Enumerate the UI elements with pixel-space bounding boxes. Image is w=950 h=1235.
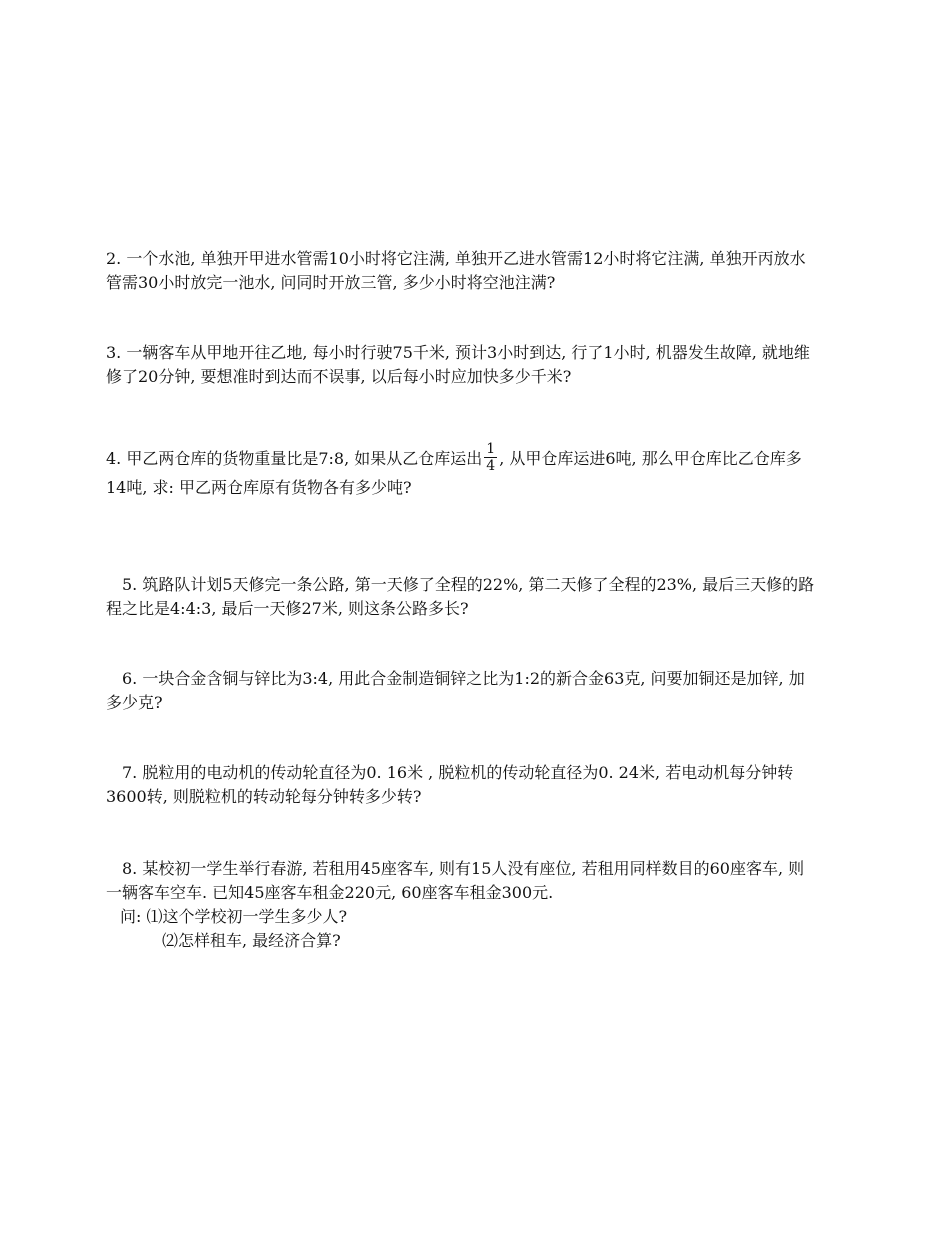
problem-3-line-2: 修了20分钟, 要想准时到达而不误事, 以后每小时应加快多少千米?: [106, 367, 572, 386]
problem-2-line-1: 2. 一个水池, 单独开甲进水管需10小时将它注满, 单独开乙进水管需12小时将它注满, 单独开丙放水: [106, 249, 806, 268]
problem-8-line-1: 8. 某校初一学生举行春游, 若租用45座客车, 则有15人没有座位, 若租用同样数目的60座客车, 则: [122, 859, 805, 878]
problem-5: [106, 573, 846, 621]
problem-8-line-2: 一辆客车空车. 已知45座客车租金220元, 60座客车租金300元.: [106, 883, 554, 902]
problem-6-line-2: 多少克?: [106, 693, 163, 712]
problem-4: [106, 443, 846, 500]
problem-4-text-after-fraction: , 从甲仓库运进6吨, 那么甲仓库比乙仓库多: [499, 449, 802, 468]
problem-4-text-before-fraction: 4. 甲乙两仓库的货物重量比是7:8, 如果从乙仓库运出: [106, 449, 483, 468]
fraction-one-quarter: [484, 441, 497, 474]
problem-6: [106, 667, 846, 715]
problem-8: [106, 857, 846, 953]
problem-8-question-2: ⑵怎样租车, 最经济合算?: [162, 931, 341, 950]
problem-8-question-1: 问: ⑴这个学校初一学生多少人?: [120, 907, 348, 926]
problem-2-line-2: 管需30小时放完一池水, 问同时开放三管, 多少小时将空池注满?: [106, 273, 556, 292]
problem-5-line-2: 程之比是4:4:3, 最后一天修27米, 则这条公路多长?: [106, 599, 469, 618]
problem-5-line-1: 5. 筑路队计划5天修完一条公路, 第一天修了全程的22%, 第二天修了全程的23%, 最后三天修的路: [122, 575, 815, 594]
problem-4-line-2: 14吨, 求: 甲乙两仓库原有货物各有多少吨?: [106, 478, 412, 497]
fraction-numerator: 1: [486, 441, 496, 457]
problem-7-line-1: 7. 脱粒用的电动机的传动轮直径为0. 16米 , 脱粒机的传动轮直径为0. 24米, 若电动机每分钟转: [122, 763, 794, 782]
problem-4-line-1: [106, 443, 846, 476]
problem-7: [106, 761, 846, 809]
fraction-denominator: 4: [486, 458, 496, 474]
problem-3: [106, 341, 846, 389]
problem-6-line-1: 6. 一块合金含铜与锌比为3:4, 用此合金制造铜锌之比为1:2的新合金63克, 问要加铜还是加锌, 加: [122, 669, 805, 688]
problem-7-line-2: 3600转, 则脱粒机的转动轮每分钟转多少转?: [106, 787, 422, 806]
problem-3-line-1: 3. 一辆客车从甲地开往乙地, 每小时行驶75千米, 预计3小时到达, 行了1小时, 机器发生故障, 就地维: [106, 343, 810, 362]
problem-2: [106, 247, 846, 295]
